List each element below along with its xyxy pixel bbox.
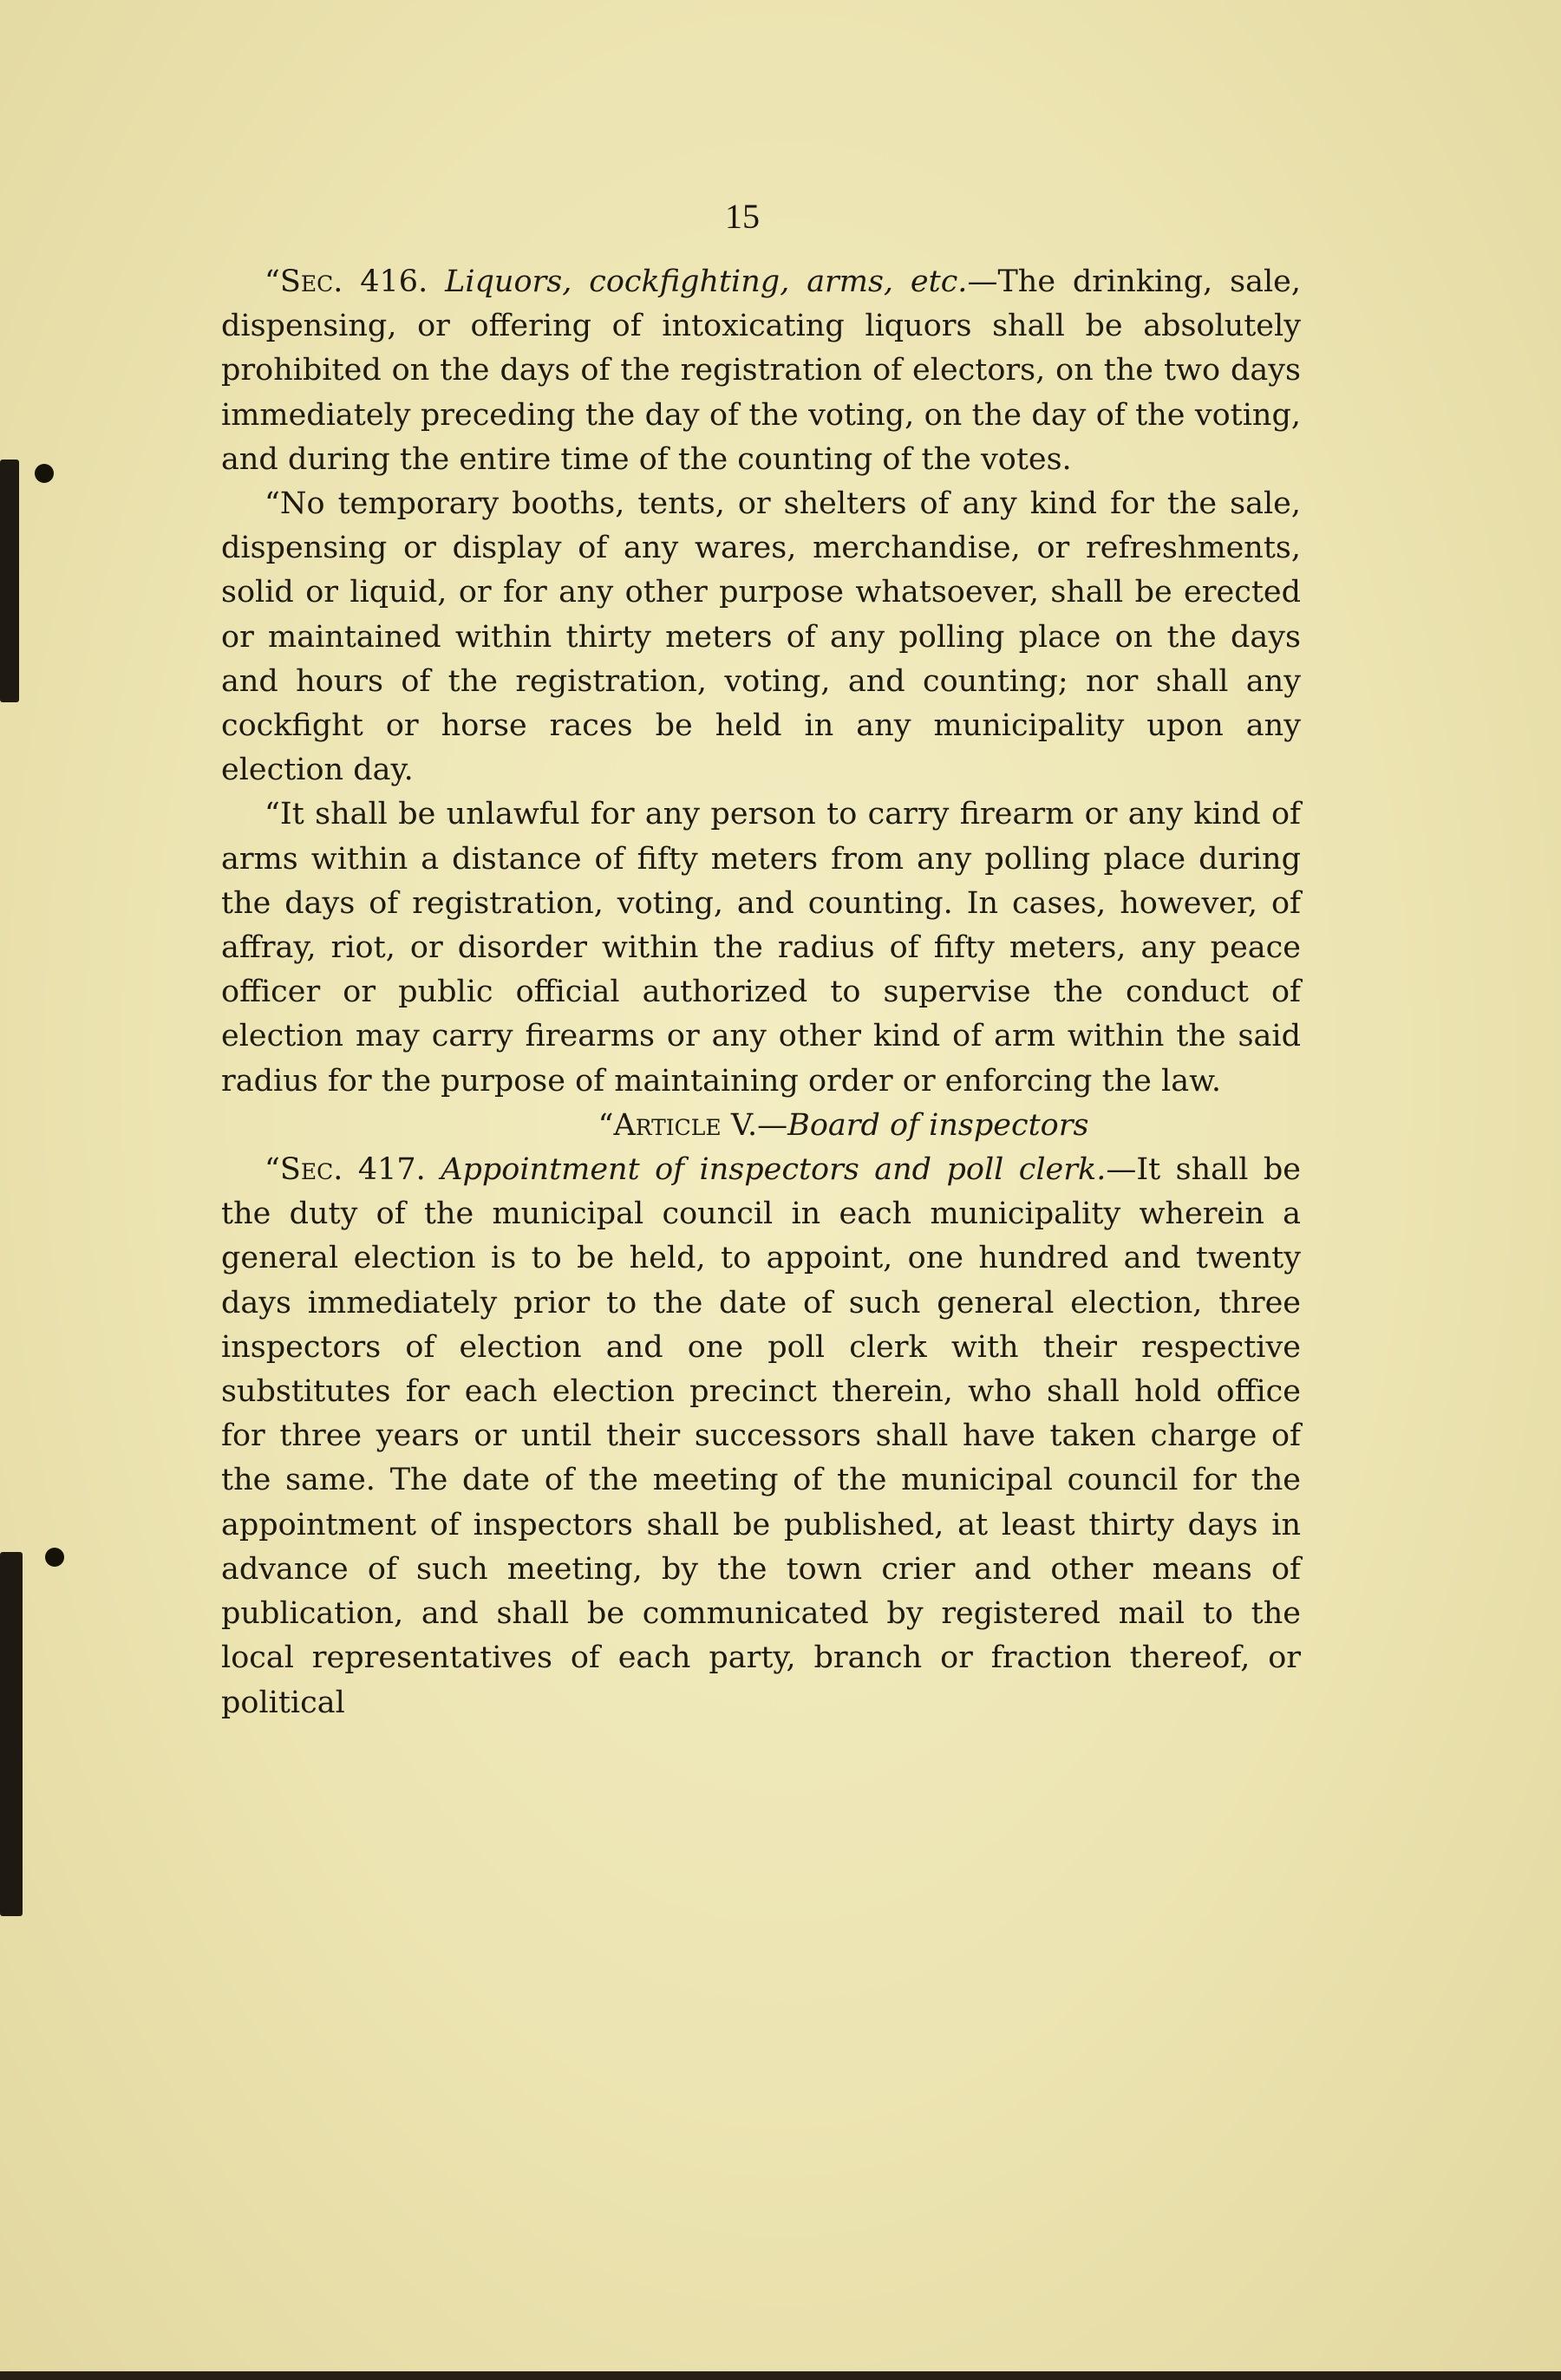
section-label: Sec.	[279, 264, 343, 299]
binding-stain-bottom	[0, 1552, 23, 1916]
article-title: Board of inspectors	[787, 1107, 1089, 1143]
section-number: 416.	[360, 264, 428, 299]
article-heading: “Article V.—Board of inspectors	[598, 1107, 1089, 1143]
binding-hole-top	[35, 464, 54, 483]
section-title: Liquors, cockfighting, arms, etc.	[445, 264, 968, 299]
section-title: Appointment of inspectors and poll clerk.	[441, 1152, 1107, 1188]
article-number: V.	[730, 1107, 758, 1143]
section-number: 417.	[357, 1152, 426, 1188]
page-number: 15	[725, 197, 760, 236]
page-body	[221, 260, 1301, 1725]
section-417-paragraph: “Sec. 417. Appointment of inspectors and poll clerk.—It shall be the duty of the municipal council in each municipality wherein a general election is to be held, to appoint, one hundred and twenty days immediately prior to the date of such general election, three inspectors of election and one poll clerk with their respective substitutes for each election precinct therein, who shall hold office for three years or until their successors shall have taken charge of the same. The date of the meeting of the municipal council for the appointment of inspectors shall be published, at least thirty days in advance of such meeting, by the town crier and other means of publication, and shall be communicated by registered mail to the local representatives of each party, branch or fraction thereof, or political	[221, 1152, 1301, 1720]
section-text: The drinking, sale, dispensing, or offering of intoxicating liquors shall be absolutely prohibited on the days of the registration of electors, on the two days immediately preceding the day of the voting, on the day of the voting, and during the entire time of the counting of the votes.	[221, 264, 1301, 477]
firearms-paragraph: “It shall be unlawful for any person to carry firearm or any kind of arms within a distance of fifty meters from any polling place during the days of registration, voting, and counting. In cases, however, of affray, riot, or disorder within the radius of fifty meters, any peace officer or public official authorized to supervise the conduct of election may carry firearms or any other kind of arm within the said radius for the purpose of maintaining order or enforcing the law.	[221, 797, 1301, 1099]
booths-paragraph: “No temporary booths, tents, or shelters of any kind for the sale, dispensing or display of any wares, merchandise, or refreshments, solid or liquid, or for any other purpose whatsoever, shall be erected or maintained within thirty meters of any polling place on the days and hours of the registration, voting, and counting; nor shall any cockfight or horse races be held in any municipality upon any election day.	[221, 486, 1301, 788]
section-label: Sec.	[279, 1152, 343, 1188]
binding-stain-top	[0, 460, 19, 702]
binding-hole-bottom	[45, 1548, 64, 1567]
section-text: It shall be the duty of the municipal council in each municipality wherein a general election is to be held, to appoint, one hundred and twenty days immediately prior to the date of such general election, three inspectors of election and one poll clerk with their respective substitutes for each election precinct therein, who shall hold office for three years or until their successors shall have taken charge of the same. The date of the meeting of the municipal council for the appointment of inspectors shall be published, at least thirty days in advance of such meeting, by the town crier and other means of publication, and shall be communicated by registered mail to the local representatives of each party, branch or fraction thereof, or political	[221, 1152, 1301, 1720]
section-416-paragraph: “Sec. 416. Liquors, cockfighting, arms, etc.—The drinking, sale, dispensing, or offering of intoxicating liquors shall be absolutely prohibited on the days of the registration of electors, on the two days immediately preceding the day of the voting, on the day of the voting, and during the entire time of the counting of the votes.	[221, 264, 1301, 477]
article-label: Article	[613, 1107, 722, 1143]
